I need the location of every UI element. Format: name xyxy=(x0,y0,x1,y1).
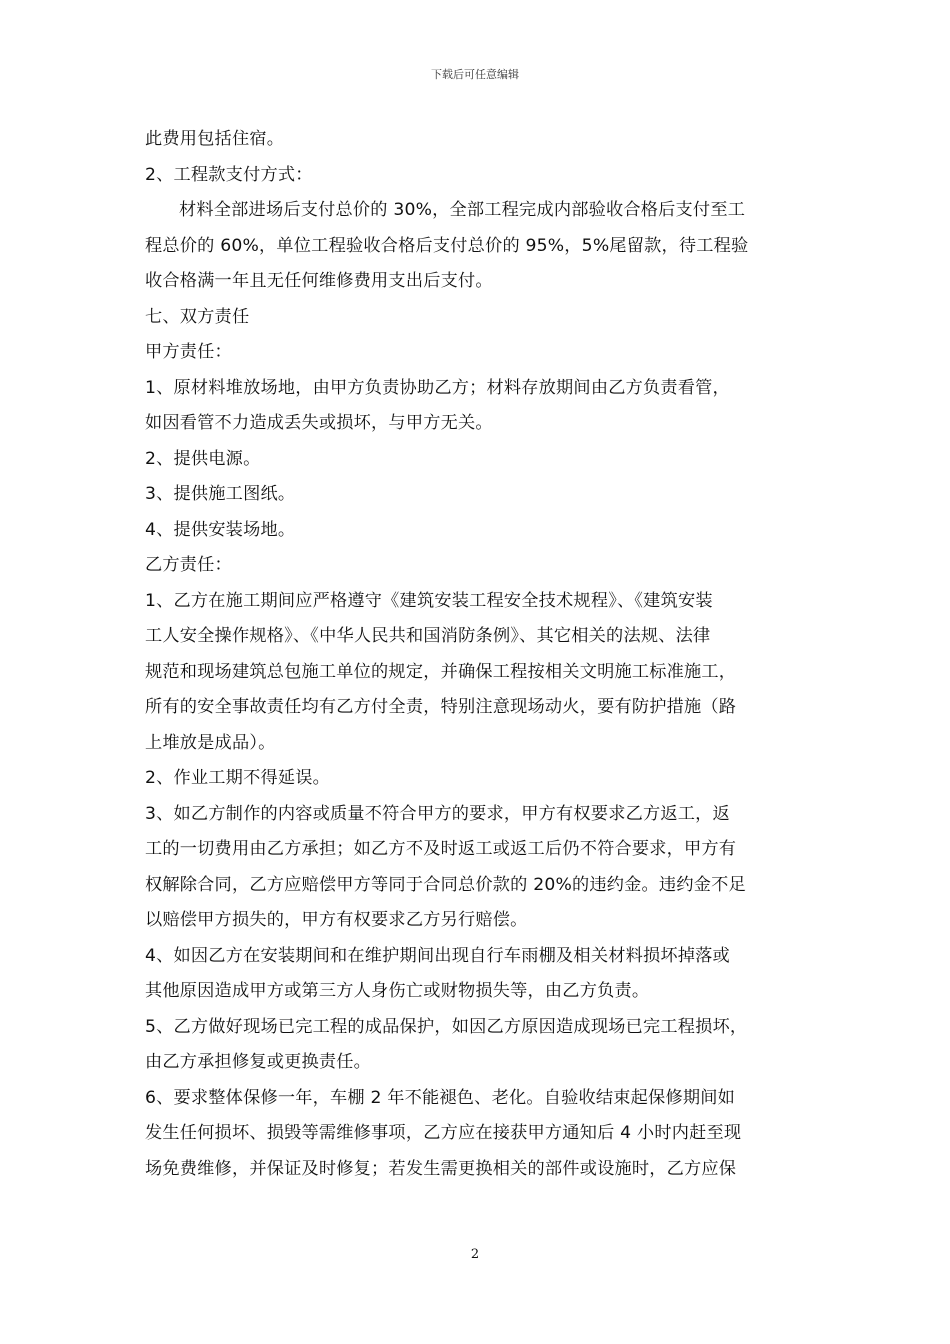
text-line: 1、乙方在施工期间应严格遵守《建筑安装工程安全技术规程》、《建筑安装 xyxy=(145,590,713,611)
text-line: 1、原材料堆放场地，由甲方负责协助乙方；材料存放期间由乙方负责看管， xyxy=(145,377,730,398)
text-line: 4、如因乙方在安装期间和在维护期间出现自行车雨棚及相关材料损坏掉落或 xyxy=(145,945,730,966)
text-line: 其他原因造成甲方或第三方人身伤亡或财物损失等，由乙方负责。 xyxy=(145,981,650,1001)
text-line: 场免费维修，并保证及时修复；若发生需更换相关的部件或设施时，乙方应保 xyxy=(145,1158,737,1179)
text-line: 如因看管不力造成丢失或损坏，与甲方无关。 xyxy=(145,413,493,433)
text-line: 2、提供电源。 xyxy=(145,448,261,469)
text-line: 工的一切费用由乙方承担；如乙方不及时返工或返工后仍不符合要求，甲方有 xyxy=(145,839,737,859)
text-line: 规范和现场建筑总包施工单位的规定，并确保工程按相关文明施工标准施工， xyxy=(145,661,737,682)
text-line: 2、工程款支付方式： xyxy=(145,164,313,185)
document-body xyxy=(145,122,817,1187)
page-header: 下载后可任意编辑 xyxy=(431,68,519,81)
text-line: 以赔偿甲方损失的，甲方有权要求乙方另行赔偿。 xyxy=(145,910,528,930)
text-line: 由乙方承担修复或更换责任。 xyxy=(145,1052,372,1072)
text-line: 6、要求整体保修一年，车棚 2 年不能褪色、老化。自验收结束起保修期间如 xyxy=(145,1087,736,1108)
text-line: 发生任何损坏、损毁等需维修事项，乙方应在接获甲方通知后 4 小时内赶至现 xyxy=(145,1123,742,1143)
text-line: 程总价的 60%，单位工程验收合格后支付总价的 95%，5%尾留款，待工程验 xyxy=(145,235,749,256)
text-line: 甲方责任： xyxy=(145,342,232,362)
text-line: 乙方责任： xyxy=(145,555,232,575)
text-line: 此费用包括住宿。 xyxy=(145,129,285,149)
page-number: 2 xyxy=(470,1247,480,1262)
text-line: 材料全部进场后支付总价的 30%，全部工程完成内部验收合格后支付至工 xyxy=(179,200,746,220)
text-line: 工人安全操作规格》、《中华人民共和国消防条例》、其它相关的法规、法律 xyxy=(145,626,711,646)
text-line: 所有的安全事故责任均有乙方付全责，特别注意现场动火，要有防护措施（路 xyxy=(145,697,737,717)
text-line: 3、提供施工图纸。 xyxy=(145,484,296,504)
text-line: 4、提供安装场地。 xyxy=(145,519,296,540)
text-line: 收合格满一年且无任何维修费用支出后支付。 xyxy=(145,271,493,291)
text-line: 权解除合同，乙方应赔偿甲方等同于合同总价款的 20%的违约金。违约金不足 xyxy=(145,874,746,895)
text-line: 2、作业工期不得延误。 xyxy=(145,768,331,788)
text-line: 上堆放是成品）。 xyxy=(145,732,276,753)
text-line: 3、如乙方制作的内容或质量不符合甲方的要求，甲方有权要求乙方返工，返 xyxy=(145,803,730,824)
text-line: 七、双方责任 xyxy=(145,306,250,327)
text-line: 5、乙方做好现场已完工程的成品保护，如因乙方原因造成现场已完工程损坏， xyxy=(145,1016,748,1037)
